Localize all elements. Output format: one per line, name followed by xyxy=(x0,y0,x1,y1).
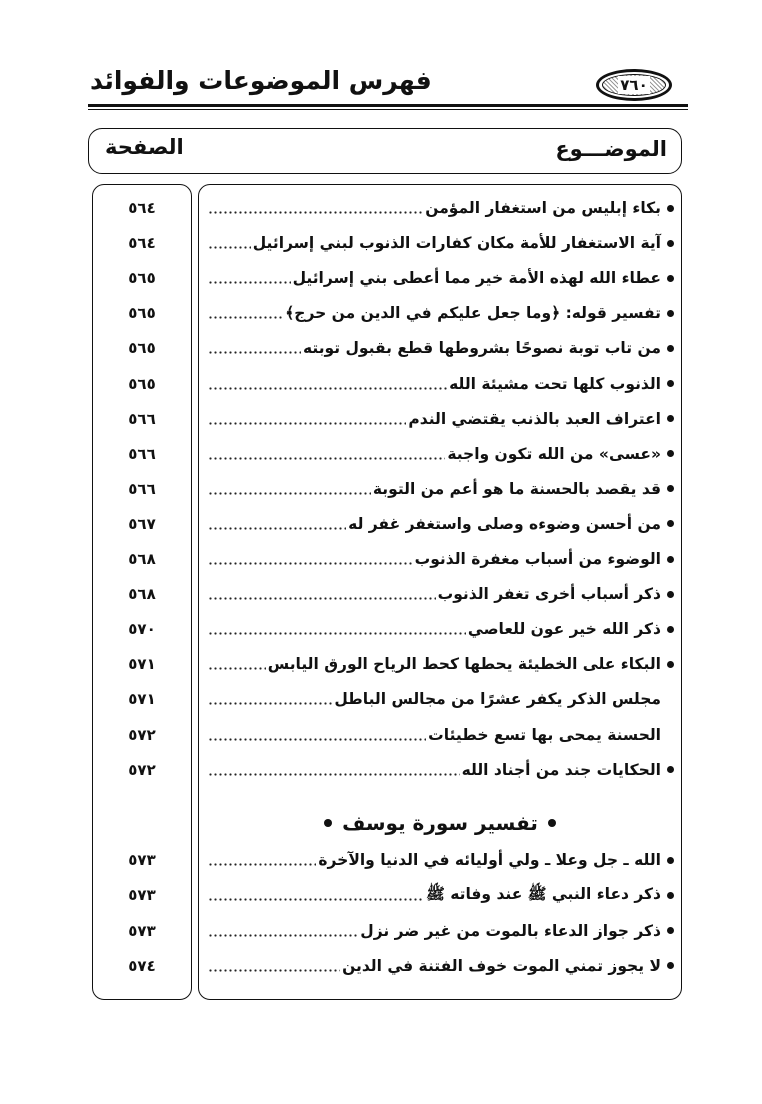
entry-title: ذكر الله خير عون للعاصي xyxy=(467,620,661,639)
topic-column-label: الموضـــوع xyxy=(555,137,667,161)
entry-bullet xyxy=(667,520,674,527)
dot-leader xyxy=(208,305,283,321)
dot-leader xyxy=(208,691,332,707)
toc-entry xyxy=(206,263,674,293)
dot-leader xyxy=(208,762,460,778)
entry-title: مجلس الذكر يكفر عشرًا من مجالس الباطل xyxy=(334,690,661,709)
page-number-badge xyxy=(596,69,672,101)
entry-title: لا يجوز تمني الموت خوف الفتنة في الدين xyxy=(342,956,661,975)
entry-title: البكاء على الخطيئة يحطها كحط الرياح الورق اليابس xyxy=(267,655,661,674)
entry-title: الله ـ جل وعلا ـ ولي أوليائه في الدنيا والآخرة xyxy=(318,851,661,869)
dot-leader xyxy=(208,852,316,868)
dot-leader xyxy=(208,586,436,602)
entry-page-number: ٥٦٨ xyxy=(128,550,156,568)
toc-entry xyxy=(206,755,674,785)
toc-entry xyxy=(206,544,674,574)
toc-entry xyxy=(206,474,674,504)
toc-entry xyxy=(206,916,674,946)
entry-bullet xyxy=(667,485,674,492)
entry-bullet xyxy=(667,626,674,633)
entry-page-number: ٥٦٥ xyxy=(128,269,156,288)
toc-entry xyxy=(206,684,674,714)
entry-title: ذكر دعاء النبي ﷺ عند وفاته ﷺ xyxy=(426,884,661,903)
entry-bullet xyxy=(667,591,674,598)
entry-title: الوضوء من أسباب مغفرة الذنوب xyxy=(414,550,661,568)
toc-entry xyxy=(206,951,674,981)
toc-entry xyxy=(206,369,674,399)
dot-leader xyxy=(208,887,424,903)
page-number-oval xyxy=(602,74,666,96)
dot-leader xyxy=(208,551,413,567)
toc-entry xyxy=(206,880,674,910)
entry-page-number: ٥٦٤ xyxy=(128,234,156,253)
entry-title: الحكايات جند من أجناد الله xyxy=(461,760,661,779)
dot-leader xyxy=(208,270,291,286)
entry-page-number: ٥٦٤ xyxy=(128,199,156,217)
dot-leader xyxy=(208,446,445,462)
header-rule-thin xyxy=(88,109,688,110)
running-title: فهرس الموضوعات والفوائد xyxy=(90,66,432,95)
entry-page-number: ٥٧٠ xyxy=(128,620,156,639)
entry-bullet xyxy=(667,275,674,282)
dot-leader xyxy=(208,411,406,427)
entry-bullet xyxy=(667,240,674,247)
entry-page-number: ٥٦٨ xyxy=(128,585,156,604)
entry-bullet xyxy=(667,205,674,212)
entry-page-number: ٥٦٥ xyxy=(128,304,156,323)
section-bullet xyxy=(548,819,556,827)
dot-leader xyxy=(208,376,447,392)
entry-title: تفسير قوله: ﴿وما جعل عليكم في الدين من حرج﴾ xyxy=(285,304,661,323)
entry-page-number: ٥٧٣ xyxy=(128,886,156,905)
entry-bullet xyxy=(667,556,674,563)
entry-page-number: ٥٧١ xyxy=(128,655,156,674)
entry-page-number: ٥٧٢ xyxy=(128,725,156,744)
dot-leader xyxy=(208,621,466,637)
entry-page-number: ٥٧٣ xyxy=(128,851,156,869)
entry-bullet xyxy=(667,927,674,934)
dot-leader xyxy=(208,235,251,251)
toc-entry xyxy=(206,614,674,644)
entry-title: بكاء إبليس من استغفار المؤمن xyxy=(425,199,661,217)
toc-entry xyxy=(206,649,674,679)
entry-page-number: ٥٦٥ xyxy=(128,374,156,393)
toc-entry xyxy=(206,579,674,609)
entry-page-number: ٥٦٦ xyxy=(128,479,156,498)
entry-title: الحسنة يمحى بها تسع خطيئات xyxy=(428,725,661,744)
entry-bullet xyxy=(667,345,674,352)
entry-page-number: ٥٦٧ xyxy=(128,514,156,533)
dot-leader xyxy=(208,656,266,672)
entry-title: الذنوب كلها تحت مشيئة الله xyxy=(449,374,661,393)
toc-entry xyxy=(206,404,674,434)
dot-leader xyxy=(208,481,371,497)
entry-page-number: ٥٧٤ xyxy=(128,956,156,975)
entry-page-number: ٥٧٣ xyxy=(128,921,156,940)
dot-leader xyxy=(208,923,358,939)
entry-page-number: ٥٦٦ xyxy=(128,444,156,463)
toc-entry xyxy=(206,228,674,258)
entry-title: آية الاستغفار للأمة مكان كفارات الذنوب لبني إسرائيل xyxy=(252,234,661,253)
toc-entry xyxy=(206,298,674,328)
entry-bullet xyxy=(667,857,674,864)
dot-leader xyxy=(208,340,301,356)
entry-bullet xyxy=(667,450,674,457)
entry-page-number: ٥٧١ xyxy=(128,690,156,709)
entry-title: قد يقصد بالحسنة ما هو أعم من التوبة xyxy=(372,479,661,498)
entry-bullet xyxy=(667,380,674,387)
dot-leader xyxy=(208,958,340,974)
toc-entry xyxy=(206,509,674,539)
toc-entry xyxy=(206,439,674,469)
entry-title: اعتراف العبد بالذنب يقتضي الندم xyxy=(408,409,661,428)
entry-page-number: ٥٦٥ xyxy=(128,339,156,358)
section-bullet xyxy=(324,819,332,827)
column-header xyxy=(88,128,682,174)
entry-title: ذكر أسباب أخرى تغفر الذنوب xyxy=(437,585,661,604)
toc-entry xyxy=(206,193,674,223)
entry-bullet xyxy=(667,661,674,668)
entry-title: ذكر جواز الدعاء بالموت من غير ضر نزل xyxy=(360,921,661,940)
header-rule-thick xyxy=(88,104,688,107)
entry-page-number: ٥٧٢ xyxy=(128,760,156,779)
entry-bullet xyxy=(667,962,674,969)
entry-title: عطاء الله لهذه الأمة خير مما أعطى بني إسرائيل xyxy=(292,269,661,288)
entry-bullet xyxy=(667,892,674,899)
entry-bullet xyxy=(667,766,674,773)
entry-bullet xyxy=(667,415,674,422)
entry-page-number: ٥٦٦ xyxy=(128,409,156,428)
toc-entry xyxy=(206,845,674,875)
page-number: ٧٦٠ xyxy=(620,76,648,94)
dot-leader xyxy=(208,516,346,532)
entry-bullet xyxy=(667,310,674,317)
section-title: تفسير سورة يوسف xyxy=(342,811,538,835)
dot-leader xyxy=(208,727,426,743)
entry-title: «عسى» من الله تكون واجبة xyxy=(447,444,661,463)
toc-entry xyxy=(206,720,674,750)
entry-title: من أحسن وضوءه وصلى واستغفر غفر له xyxy=(348,514,661,533)
dot-leader xyxy=(208,200,423,216)
page-column-label: الصفحة xyxy=(105,135,184,159)
entry-title: من تاب توبة نصوحًا بشروطها قطع بقبول توبته xyxy=(302,339,661,358)
section-heading xyxy=(206,808,674,838)
toc-entry xyxy=(206,333,674,363)
